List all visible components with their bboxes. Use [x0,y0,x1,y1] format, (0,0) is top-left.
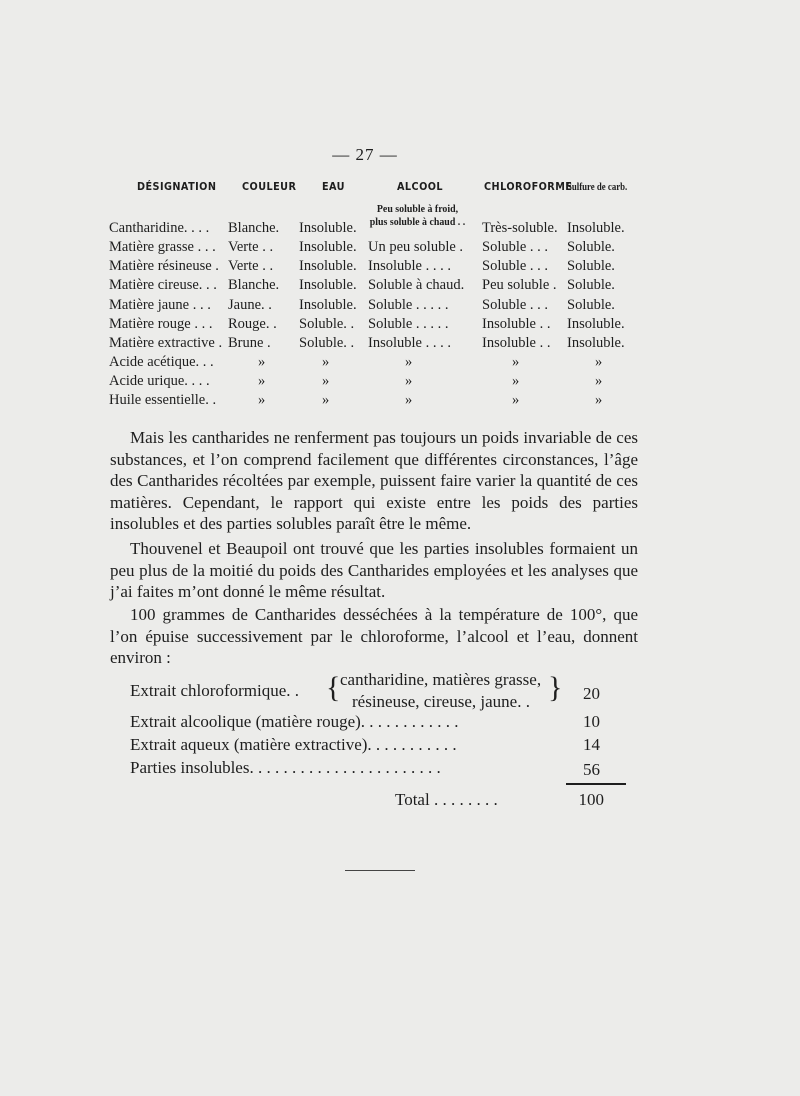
table-cell: » [595,392,603,408]
table-cell: » [512,373,520,389]
extract-alcoolique-label: Extrait alcoolique (matière rouge). . . . . . . . . . . . [130,712,459,731]
total-value: 100 [578,790,604,809]
paragraph-3: 100 grammes de Cantharides desséchées à la température de 100°, que l’on épuise successivement par le chloroforme, l’alcool et l’eau, donnent environ : [110,605,638,668]
table-cell: » [595,354,603,370]
table-cell: Insoluble . . . . [368,335,451,351]
header-chloroforme: CHLOROFORME [484,180,573,193]
table-cell: » [258,354,266,370]
extract-chloroformique-line1: cantharidine, matières grasse, [340,670,542,689]
table-cell: Insoluble. [567,220,625,236]
table-cell: Insoluble . . . . [368,258,451,274]
left-brace: { [326,671,341,704]
table-cell: Matière cireuse. . . [109,277,217,293]
table-cell: Soluble . . . . . [368,316,449,332]
table-cell: » [405,354,413,370]
table-cell: Peu soluble . [482,277,557,293]
table-cell: Brune . [228,335,271,351]
extract-chloroformique-label: Extrait chloroformique. . [130,681,300,700]
header-sulfure: Sulfure de carb. [567,182,628,193]
table-cell: » [405,373,413,389]
table-cell: Soluble . . . . . [368,297,449,313]
table-cell: Acide urique. . . . [109,373,210,389]
header-eau: EAU [322,180,345,193]
table-cell: Blanche. [228,220,280,236]
table-cell: Soluble. . [299,316,355,332]
table-cell: » [258,373,266,389]
table-cell: Soluble. [567,297,615,313]
table-cell: Matière résineuse . [109,258,219,274]
table-cell: Soluble . . . [482,297,549,313]
parties-insolubles-value: 56 [583,760,600,779]
table-cell: Huile essentielle. . [109,392,217,408]
table-cell: Matière extractive . [109,335,223,351]
table-cell: Matière rouge . . . [109,316,213,332]
table-cell: Cantharidine. . . . [109,220,210,236]
table-cell: Matière jaune . . . [109,297,211,313]
header-alcool: ALCOOL [397,180,444,193]
total-rule [566,783,626,785]
table-cell: Insoluble. [299,220,357,236]
table-cell: Très-soluble. [482,220,558,236]
table-cell: Soluble à chaud. [368,277,465,293]
alcool-note: Peu soluble à froid, plus soluble à chaud . . [369,203,466,228]
table-cell: Blanche. [228,277,280,293]
table-cell: » [512,392,520,408]
table-cell: Rouge. . [228,316,277,332]
header-couleur: COULEUR [242,180,297,193]
right-brace: } [548,671,563,704]
table-cell: Soluble. [567,258,615,274]
table-cell: Soluble. [567,239,615,255]
table-cell: Verte . . [228,258,274,274]
table-cell: » [258,392,266,408]
extract-aqueux-label: Extrait aqueux (matière extractive). . . . . . . . . . . [130,735,457,754]
table-cell: Soluble . . . [482,239,549,255]
table-cell: » [322,373,330,389]
paragraph-1: Mais les cantharides ne renferment pas toujours un poids invariable de ces substances, et l’on comprend facilement que différentes circonstances, l’âge des Cantharides récoltées par exemple, puissent faire varier la quantité de ces matières. Cependant, le rapport qui existe entre les poids des parties insolubles et des parties solubles paraît être le même. [110,428,638,534]
table-cell: » [405,392,413,408]
header-designation: DÉSIGNATION [137,180,217,193]
table-cell: » [512,354,520,370]
extract-alcoolique-value: 10 [583,712,600,731]
table-cell: Soluble . . . [482,258,549,274]
table-cell: » [322,392,330,408]
extract-aqueux-value: 14 [583,735,600,754]
table-cell: Insoluble. [299,258,357,274]
end-divider [345,870,415,871]
table-cell: Soluble. [567,277,615,293]
table-cell: Verte . . [228,239,274,255]
table-cell: Insoluble. [299,239,357,255]
table-cell: » [595,373,603,389]
table-cell: Jaune. . [228,297,272,313]
paragraph-2: Thouvenel et Beaupoil ont trouvé que les parties insolubles formaient un peu plus de la moitié du poids des Cantharides employées et les analyses que j’ai faites m’ont donné le même résultat. [110,539,638,602]
table-cell: Soluble. . [299,335,355,351]
table-cell: Un peu soluble . [368,239,464,255]
table-cell: » [322,354,330,370]
table-cell: Matière grasse . . . [109,239,216,255]
total-label: Total . . . . . . . . [395,790,498,809]
parties-insolubles-label: Parties insolubles. . . . . . . . . . . . . . . . . . . . . . . [130,758,441,777]
table-cell: Insoluble. [567,316,625,332]
extract-chloroformique-value: 20 [583,684,600,703]
table-cell: Insoluble. [299,277,357,293]
extract-chloroformique-line2: résineuse, cireuse, jaune. . [352,692,530,711]
table-cell: Insoluble. [299,297,357,313]
page-number: — 27 — [332,145,398,164]
table-cell: Acide acétique. . . [109,354,214,370]
table-cell: Insoluble . . [482,316,551,332]
table-cell: Insoluble. [567,335,625,351]
table-cell: Insoluble . . [482,335,551,351]
